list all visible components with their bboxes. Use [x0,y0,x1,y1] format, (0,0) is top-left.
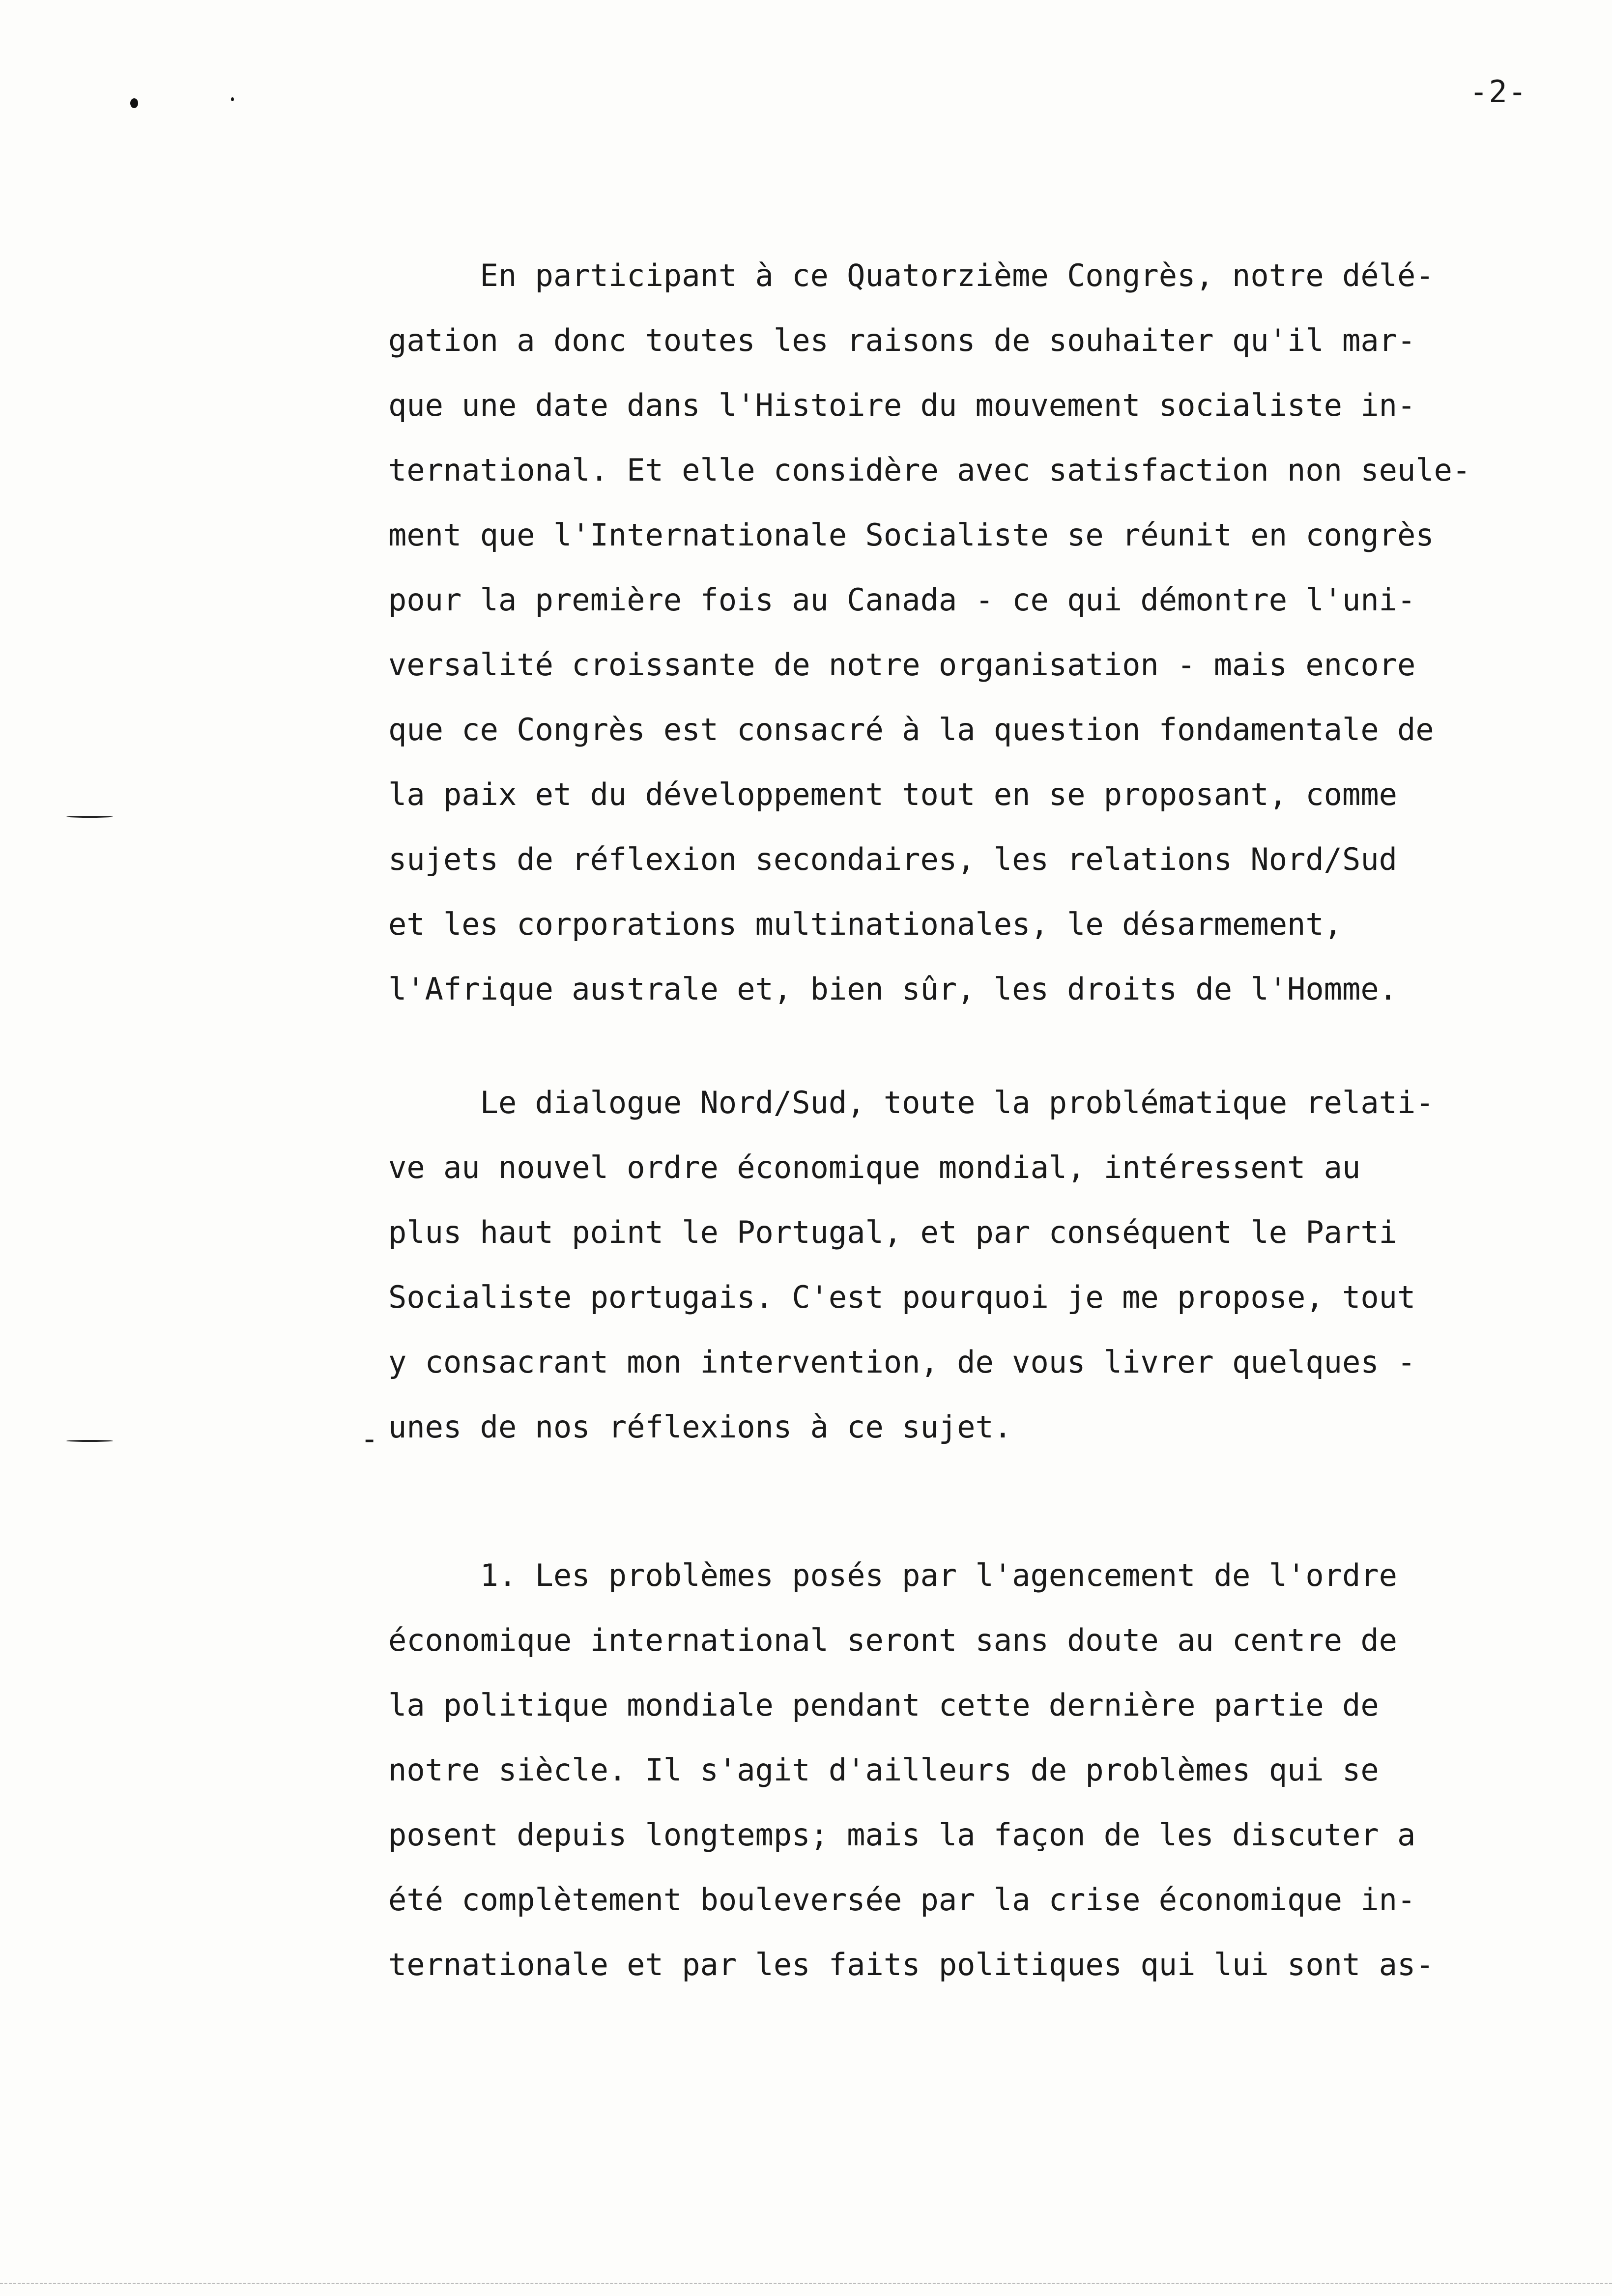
text-line: plus haut point le Portugal, et par conséquent le Parti [388,1214,1397,1250]
text-line: notre siècle. Il s'agit d'ailleurs de problèmes qui se [388,1752,1379,1788]
text-line: sujets de réflexion secondaires, les relations Nord/Sud [388,841,1397,877]
scan-edge-divider [0,2283,1612,2284]
text-line: ternationale et par les faits politiques qui lui sont as- [388,1947,1434,1982]
text-line: l'Afrique australe et, bien sûr, les droits de l'Homme. [388,971,1397,1007]
text-line: ternational. Et elle considère avec satisfaction non seule- [388,452,1471,488]
scan-dot-mark [130,98,138,108]
text-line: que une date dans l'Histoire du mouvement socialiste in- [388,387,1416,423]
text-line: y consacrant mon intervention, de vous livrer quelques - [388,1344,1416,1380]
text-line: Le dialogue Nord/Sud, toute la problématique relati- [388,1085,1434,1120]
text-line: ve au nouvel ordre économique mondial, intéressent au [388,1149,1361,1185]
text-line: versalité croissante de notre organisation - mais encore [388,647,1416,683]
text-line: et les corporations multinationales, le désarmement, [388,906,1343,942]
text-line: la paix et du développement tout en se proposant, comme [388,776,1397,812]
scan-speck-mark [231,97,234,101]
text-line: Socialiste portugais. C'est pourquoi je me propose, tout [388,1279,1416,1315]
text-line: été complètement bouleversée par la crise économique in- [388,1882,1416,1918]
margin-dash-mark [66,1440,113,1442]
text-line: unes de nos réflexions à ce sujet. [388,1409,1012,1445]
text-line: que ce Congrès est consacré à la question fondamentale de [388,712,1434,747]
page-number: -2- [1469,74,1527,110]
text-line: pour la première fois au Canada - ce qui démontre l'uni- [388,582,1416,618]
text-line: ment que l'Internationale Socialiste se réunit en congrès [388,517,1434,553]
text-line: En participant à ce Quatorzième Congrès, notre délé- [388,258,1434,293]
margin-dash-mark [66,816,113,818]
leading-hyphen: - [360,1421,379,1457]
text-line: gation a donc toutes les raisons de souhaiter qu'il mar- [388,322,1416,358]
text-line: économique international seront sans doute au centre de [388,1622,1397,1658]
text-line: posent depuis longtemps; mais la façon de les discuter a [388,1817,1416,1853]
text-line: la politique mondiale pendant cette dernière partie de [388,1687,1379,1723]
text-line: 1. Les problèmes posés par l'agencement de l'ordre [388,1557,1397,1593]
